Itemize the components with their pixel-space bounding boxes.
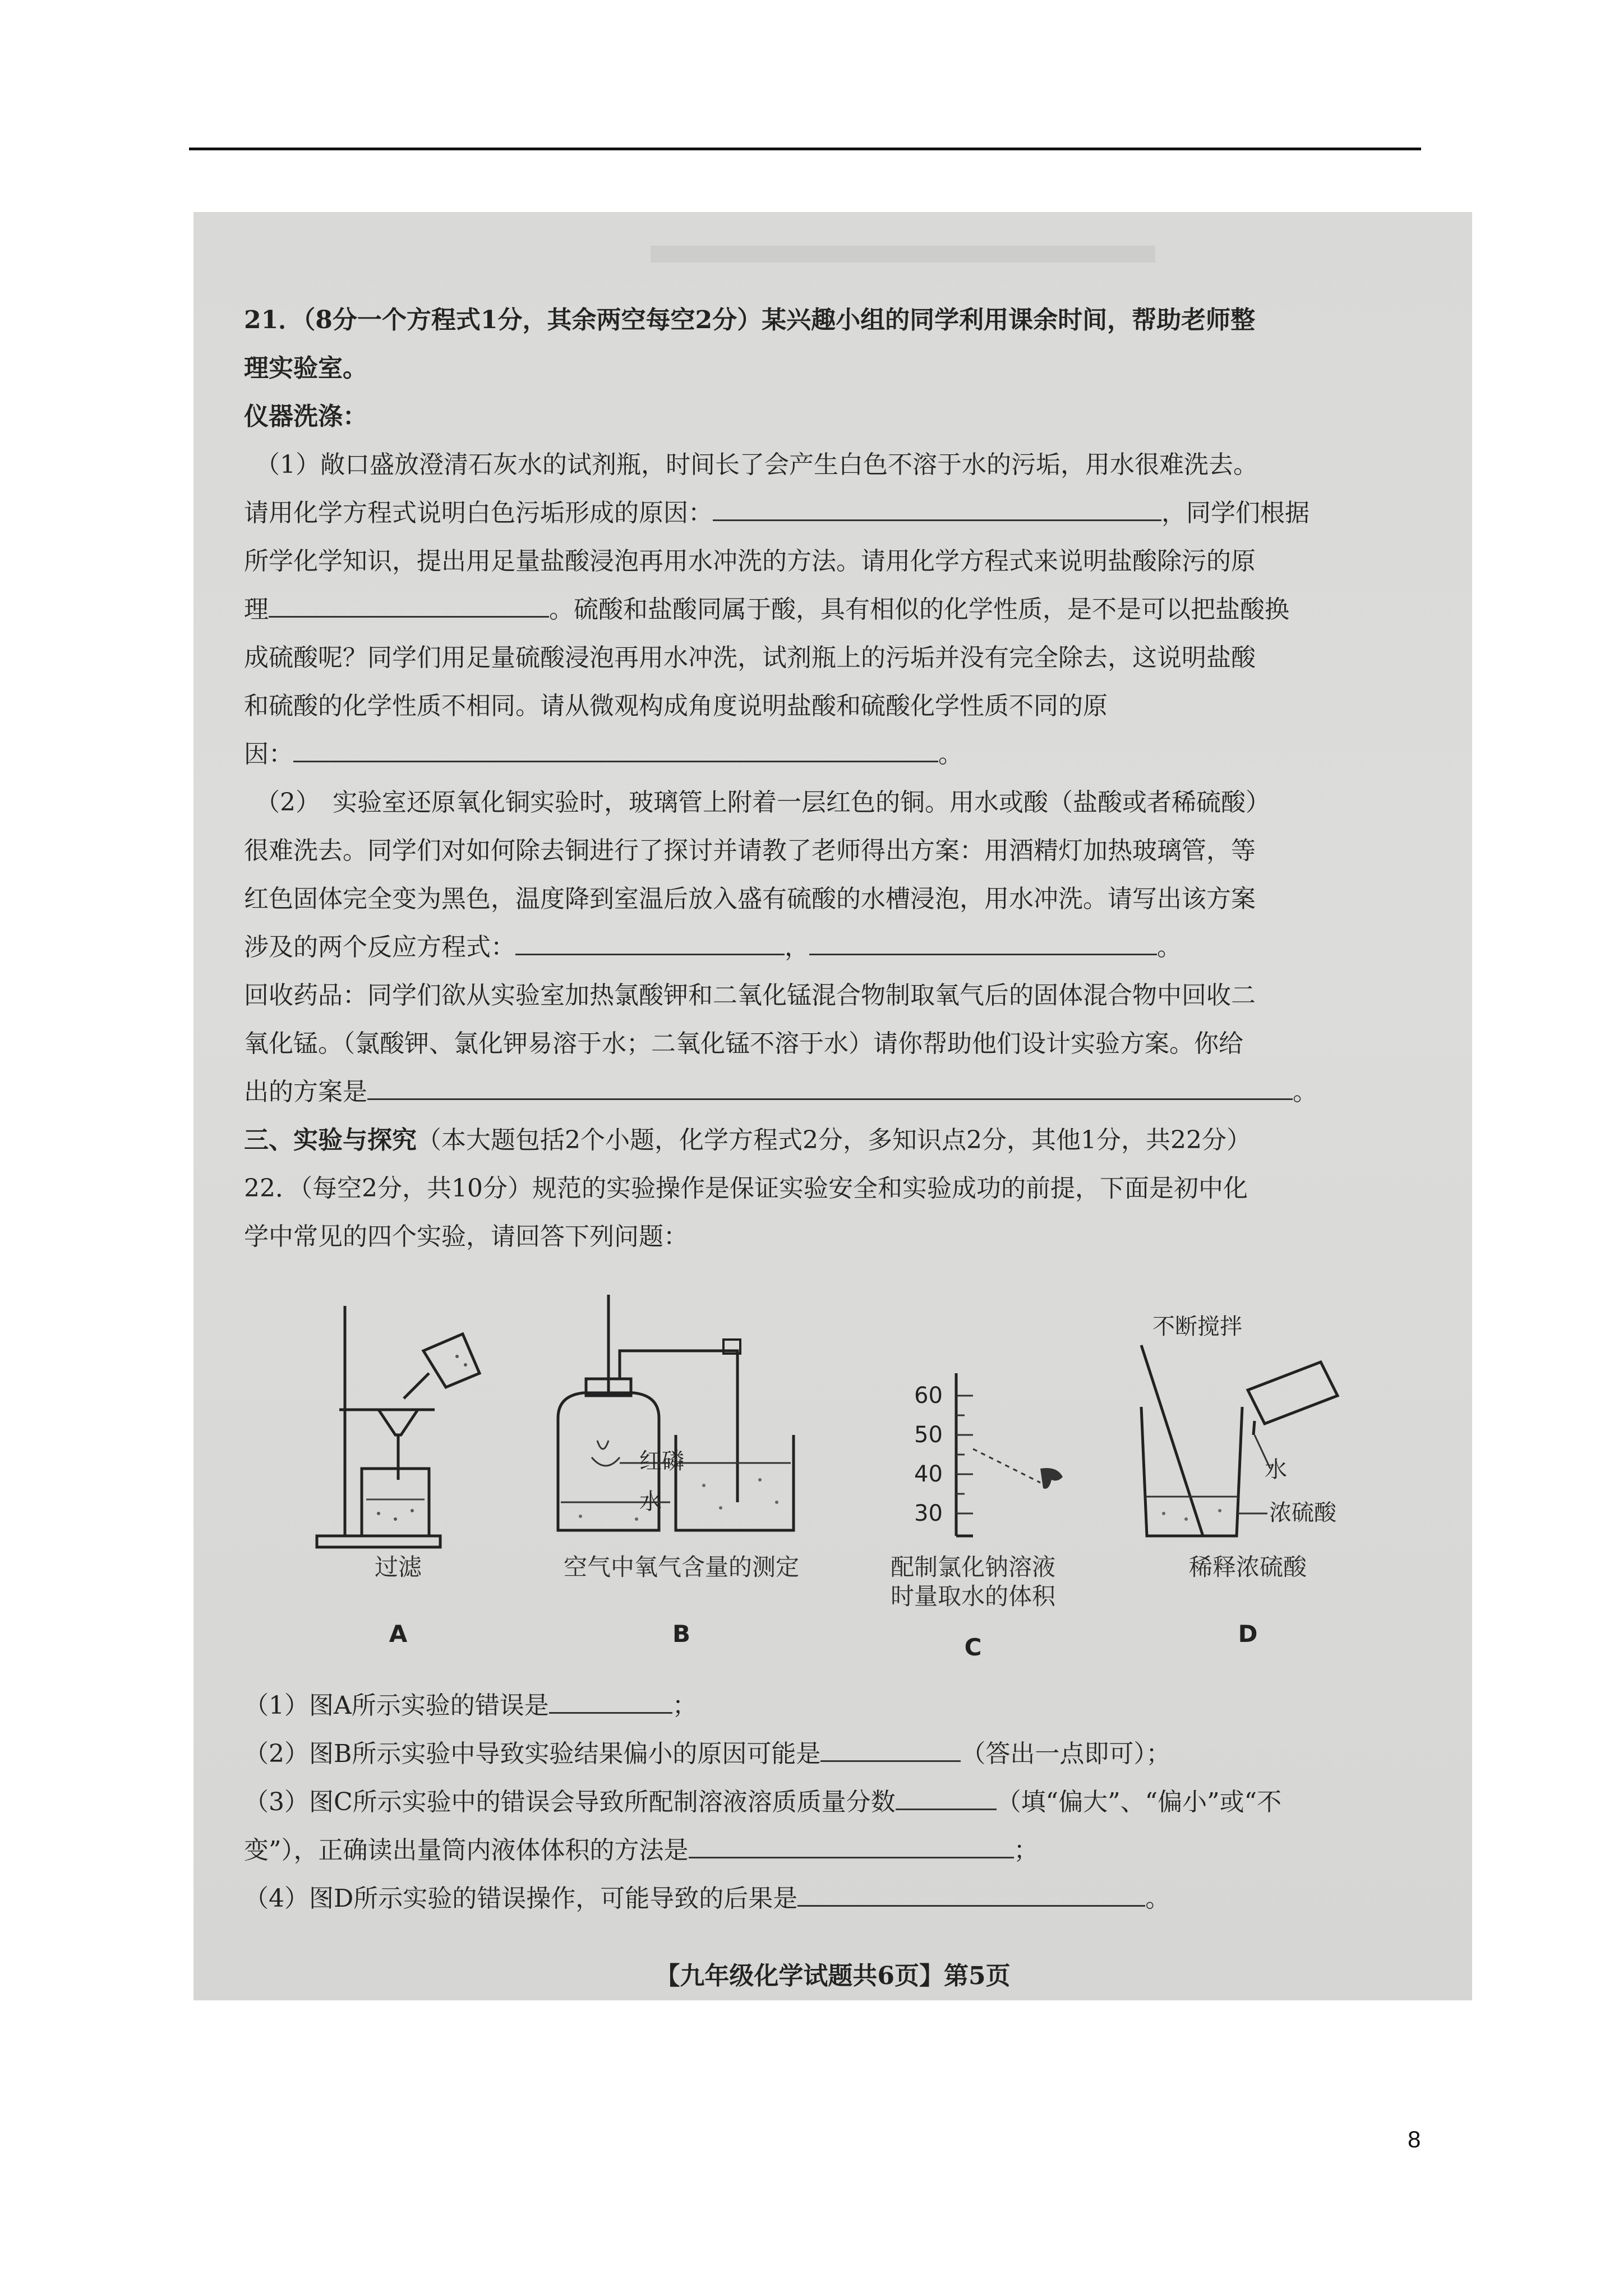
text: （1）图A所示实验的错误是 [244, 1691, 549, 1720]
text: （填“偏大”、“偏小”或“不 [996, 1788, 1282, 1816]
q21-p3-line3 [244, 1068, 1422, 1116]
text: 。 [1145, 1884, 1170, 1913]
filtration-apparatus [306, 1289, 491, 1553]
text: 。 [1293, 1078, 1317, 1106]
text: （2）图B所示实验中导致实验结果偏小的原因可能是 [244, 1740, 821, 1768]
exam-content [244, 296, 1422, 1923]
text: ，同学们根据 [1161, 499, 1310, 527]
text: 涉及的两个反应方程式： [244, 933, 515, 961]
tick-60: 60 [914, 1383, 943, 1409]
caption-a: 过滤 [374, 1553, 422, 1581]
q22-line1: 22．（每空2分，共10分）规范的实验操作是保证实验安全和实验成功的前提，下面是初中化 [244, 1174, 1248, 1203]
label-red-phosphorus: 红磷 [639, 1448, 684, 1474]
q22-sub3 [244, 1778, 1422, 1826]
q21-p2-line4 [244, 923, 1422, 972]
caption-c-line2: 时量取水的体积 [890, 1582, 1055, 1610]
text: 。 [938, 740, 963, 769]
tick-30: 30 [914, 1501, 943, 1526]
label-stir: 不断搅拌 [1152, 1314, 1242, 1340]
letter-d: D [1238, 1620, 1258, 1648]
figures-row [244, 1289, 1422, 1682]
q21-p1-line6: 和硫酸的化学性质不相同。请从微观构成角度说明盐酸和硫酸化学性质不同的原 [244, 692, 1108, 720]
answer-blank[interactable] [820, 1738, 961, 1762]
answer-blank[interactable] [269, 593, 549, 618]
letter-c: C [964, 1634, 982, 1661]
text: （4）图D所示实验的错误操作，可能导致的后果是 [244, 1884, 798, 1913]
exam-footer: 【九年级化学试题共6页】第5页 [655, 1962, 1011, 1990]
answer-blank[interactable] [689, 1834, 1014, 1858]
q22-sub1 [244, 1682, 1422, 1730]
q21-p2-line1: （2） 实验室还原氧化铜实验时，玻璃管上附着一层红色的铜。用水或酸（盐酸或者稀硫酸） [255, 788, 1270, 817]
tick-50: 50 [914, 1422, 943, 1448]
text: ； [672, 1691, 697, 1720]
q22-sub4 [244, 1875, 1422, 1923]
q21-p1-line7 [244, 730, 1422, 779]
answer-blank[interactable] [797, 1883, 1145, 1907]
answer-blank[interactable] [293, 738, 938, 762]
top-rule [189, 148, 1421, 150]
q21-p1-line5: 成硫酸呢？同学们用足量硫酸浸泡再用水冲洗，试剂瓶上的污垢并没有完全除去，这说明盐酸 [244, 643, 1256, 672]
label-water-b: 水 [639, 1489, 662, 1515]
q21-p2-line3: 红色固体完全变为黑色，温度降到室温后放入盛有硫酸的水槽浸泡，用水冲洗。请写出该方案 [244, 885, 1256, 913]
answer-blank[interactable] [367, 1076, 1293, 1100]
text: ， [785, 933, 809, 961]
q21-p1-line3: 所学化学知识，提出用足量盐酸浸泡再用水冲洗的方法。请用化学方程式来说明盐酸除污的原 [244, 547, 1256, 576]
tick-40: 40 [914, 1461, 943, 1487]
answer-blank[interactable] [713, 497, 1161, 521]
text: 请用化学方程式说明白色污垢形成的原因： [244, 499, 713, 527]
section-desc: （本大题包括2个小题，化学方程式2分，多知识点2分，其他1分，共22分） [417, 1126, 1251, 1154]
page-number: 8 [1408, 2126, 1421, 2152]
q21-p2-line2: 很难洗去。同学们对如何除去铜进行了探讨并请教了老师得出方案：用酒精灯加热玻璃管，等 [244, 836, 1256, 865]
answer-blank[interactable] [549, 1690, 672, 1714]
text: 。硫酸和盐酸同属于酸，具有相似的化学性质，是不是可以把盐酸换 [549, 595, 1289, 624]
q21-p1-line2 [244, 489, 1422, 537]
figure-c [861, 1289, 1085, 1672]
text: 出的方案是 [244, 1078, 367, 1106]
faint-header-band [651, 246, 1155, 263]
eye-icon [1040, 1468, 1063, 1489]
text: （答出一点即可）； [961, 1740, 1171, 1768]
oxygen-measurement-apparatus [536, 1289, 827, 1553]
section3-title [244, 1116, 1422, 1165]
text: （3）图C所示实验中的错误会导致所配制溶液溶质质量分数 [244, 1788, 896, 1816]
caption-b: 空气中氧气含量的测定 [563, 1553, 799, 1581]
q22-sub3-cont [244, 1826, 1422, 1875]
text: 变”），正确读出量筒内液体体积的方法是 [244, 1836, 689, 1865]
dilution-apparatus [1124, 1289, 1371, 1553]
q22-line2: 学中常见的四个实验，请回答下列问题： [244, 1222, 688, 1251]
section-wash: 仪器洗涤： [244, 402, 367, 431]
caption-c-line1: 配制氯化钠溶液 [890, 1553, 1055, 1581]
figure-d [1124, 1289, 1371, 1658]
text: 。 [1157, 933, 1182, 961]
q21-header: 21．（8分一个方程式1分，其余两空每空2分）某兴趣小组的同学利用课余时间，帮助老师整 [244, 306, 1256, 334]
figure-b [536, 1289, 827, 1658]
text: 理 [244, 595, 269, 624]
graduated-cylinder [861, 1289, 1085, 1553]
text: ； [1013, 1836, 1039, 1865]
section-title: 三、实验与探究 [244, 1126, 417, 1154]
answer-blank[interactable] [809, 931, 1157, 955]
figure-a [306, 1289, 491, 1658]
letter-b: B [672, 1620, 690, 1648]
q21-header-cont: 理实验室。 [244, 354, 367, 383]
caption-d: 稀释浓硫酸 [1188, 1553, 1307, 1581]
text: 因： [244, 740, 293, 769]
q22-sub2 [244, 1730, 1422, 1778]
q21-p1-line4 [244, 586, 1422, 634]
label-water-d: 水 [1265, 1457, 1287, 1483]
answer-blank[interactable] [896, 1786, 997, 1810]
letter-a: A [389, 1620, 408, 1648]
answer-blank[interactable] [515, 931, 785, 955]
q21-p3-line2: 氧化锰。（氯酸钾、氯化钾易溶于水；二氧化锰不溶于水）请你帮助他们设计实验方案。你给 [244, 1029, 1243, 1058]
q21-p1-line1: （1）敞口盛放澄清石灰水的试剂瓶，时间长了会产生白色不溶于水的污垢，用水很难洗去。 [255, 450, 1258, 479]
q21-p3-line1: 回收药品：同学们欲从实验室加热氯酸钾和二氧化锰混合物制取氧气后的固体混合物中回收二 [244, 981, 1256, 1010]
label-conc-acid: 浓硫酸 [1269, 1500, 1336, 1526]
scanned-exam-page [193, 212, 1472, 2000]
